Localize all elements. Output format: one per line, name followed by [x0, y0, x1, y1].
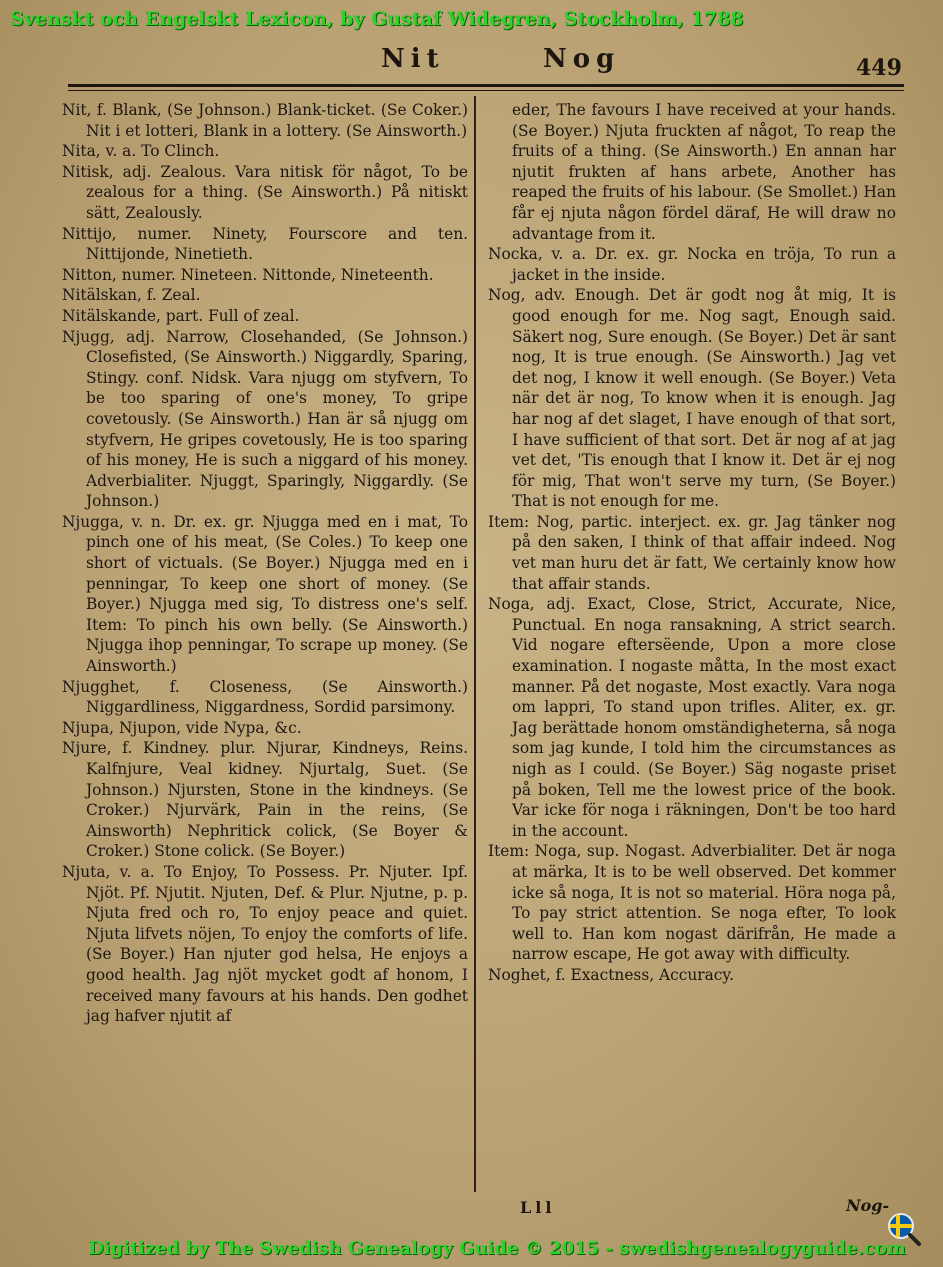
- running-headword-right: Nog: [543, 44, 621, 74]
- signature-mark: Lll: [520, 1198, 556, 1217]
- dictionary-entry: Item: Noga, sup. Nogast. Adverbialiter. Det är noga at märka, It is to be well observed. Det kommer icke så noga, It is not so material. Höra noga på, To pay strict attention. Se noga efter, To look well to. Han kom nogast därifrån, He made a narrow escape, He got away with difficulty.: [488, 842, 896, 964]
- book-title-caption: Svenskt och Engelskt Lexicon, by Gustaf Widegren, Stockholm, 1788: [10, 8, 744, 30]
- dictionary-entry: Nitälskan, f. Zeal.: [62, 286, 201, 305]
- dictionary-entry: Noghet, f. Exactness, Accuracy.: [488, 965, 734, 984]
- entry-continuation: eder, The favours I have received at your hands. (Se Boyer.) Njuta fruckten af något, To reap the fruits of a thing. (Se Ainsworth.) En annan har njutit frukten af hans arbete, Another has reaped the fruits of his labour. (Se Smollet.) Han får ej njuta någon fördel däraf, He will draw no advantage from it.: [512, 101, 896, 243]
- dictionary-entry: Nitton, numer. Nineteen. Nittonde, Nineteenth.: [62, 265, 434, 284]
- left-column: [62, 100, 468, 1027]
- dictionary-entry: Nit, f. Blank, (Se Johnson.) Blank-ticket. (Se Coker.) Nit i et lotteri, Blank in a lottery. (Se Ainsworth.): [62, 101, 468, 140]
- dictionary-entry: Nocka, v. a. Dr. ex. gr. Nocka en tröja, To run a jacket in the inside.: [488, 245, 896, 284]
- dictionary-entry: Njugghet, f. Closeness, (Se Ainsworth.) Niggardliness, Niggardness, Sordid parsimony.: [62, 677, 468, 717]
- running-headword-left: Nit: [381, 44, 445, 74]
- column-divider: [474, 96, 476, 1192]
- dictionary-entry: Nitälskande, part. Full of zeal.: [62, 306, 300, 325]
- dictionary-entry: Njugg, adj. Narrow, Closehanded, (Se Johnson.) Closefisted, (Se Ainsworth.) Niggardly, Sparing, Stingy. conf. Nidsk. Vara njugg om styfvern, To be too sparing of one's money, To gripe covetously. (Se Ainsworth.) Han är så njugg om styfvern, He gripes covetously, He is too sparing of his money, He is such a niggard of his money. Adverbialiter. Njuggt, Sparingly, Niggardly. (Se Johnson.): [62, 327, 468, 511]
- dictionary-entry: Nitisk, adj. Zealous. Vara nitisk för något, To be zealous for a thing. (Se Ainsworth.) På nitiskt sätt, Zealously.: [62, 162, 468, 222]
- right-column: [488, 100, 896, 986]
- dictionary-entry: Nittijo, numer. Ninety, Fourscore and ten. Nittijonde, Ninetieth.: [62, 224, 468, 264]
- dictionary-entry: Njupa, Njupon, vide Nypa, &c.: [62, 718, 302, 737]
- page-number: 449: [856, 55, 902, 81]
- header-rule-thin: [68, 90, 904, 91]
- dictionary-entry: Nita, v. a. To Clinch.: [62, 142, 220, 161]
- dictionary-entry: Noga, adj. Exact, Close, Strict, Accurate, Nice, Punctual. En noga ransakning, A strict search. Vid nogare eftersëende, Upon a more close examination. I nogaste måtta, In the most exact manner. På det nogaste, Most exactly. Vara noga om lappri, To stand upon trifles. Aliter, ex. gr. Jag berättade honom omständigheterna, så noga som jag kunde, I told him the circumstances as nigh as I could. (Se Boyer.) Säg nogaste priset på boken, Tell me the lowest price of the book. Var icke för noga i räkningen, Don't be too hard in the account.: [488, 595, 896, 840]
- dictionary-entry: Njure, f. Kindney. plur. Njurar, Kindneys, Reins. Kalfnjure, Veal kidney. Njurtalg, Suet. (Se Johnson.) Njursten, Stone in the kindneys. (Se Croker.) Njurvärk, Pain in the reins, (Se Ainsworth) Nephritick colick, (Se Boyer & Croker.) Stone colick. (Se Boyer.): [62, 739, 468, 861]
- catchword: Nog-: [846, 1196, 890, 1215]
- dictionary-entry: Nog, adv. Enough. Det är godt nog åt mig, It is good enough for me. Nog sagt, Enough said. Säkert nog, Sure enough. (Se Boyer.) Det är sant nog, It is true enough. (Se Ainsworth.) Jag vet det nog, I know it well enough. (Se Boyer.) Veta när det är nog, To know when it is enough. Jag har nog af det slaget, I have enough of that sort, I have sufficient of that sort. Det är nog af at jag vet det, 'Tis enough that I know it. Det är ej nog för mig, That won't serve my turn, (Se Boyer.) That is not enough for me.: [488, 286, 896, 511]
- dictionary-entry: Item: Nog, partic. interject. ex. gr. Jag tänker nog på den saken, I think of that affair indeed. Nog vet man huru det är fatt, We certainly know how that affair stands.: [488, 512, 896, 593]
- dictionary-entry: Njugga, v. n. Dr. ex. gr. Njugga med en i mat, To pinch one of his meat, (Se Coles.) To keep one short of victuals. (Se Boyer.) Njugga med en i penningar, To keep one short of money. (Se Boyer.) Njugga med sig, To distress one's self. Item: To pinch his own belly. (Se Ainsworth.) Njugga ihop penningar, To scrape up money. (Se Ainsworth.): [62, 512, 468, 676]
- digitization-credit-caption: Digitized by The Swedish Genealogy Guide © 2015 - swedishgenealogyguide.com: [88, 1238, 906, 1259]
- dictionary-entry: Njuta, v. a. To Enjoy, To Possess. Pr. Njuter. Ipf. Njöt. Pf. Njutit. Njuten, Def. & Plur. Njutne, p. p. Njuta fred och ro, To enjoy peace and quiet. Njuta lifvets nöjen, To enjoy the comforts of life. (Se Boyer.) Han njuter god helsa, He enjoys a good health. Jag njöt mycket godt af honom, I received many favours at his hands. Den godhet jag hafver njutit af: [62, 862, 468, 1026]
- header-rule-thick: [68, 84, 904, 87]
